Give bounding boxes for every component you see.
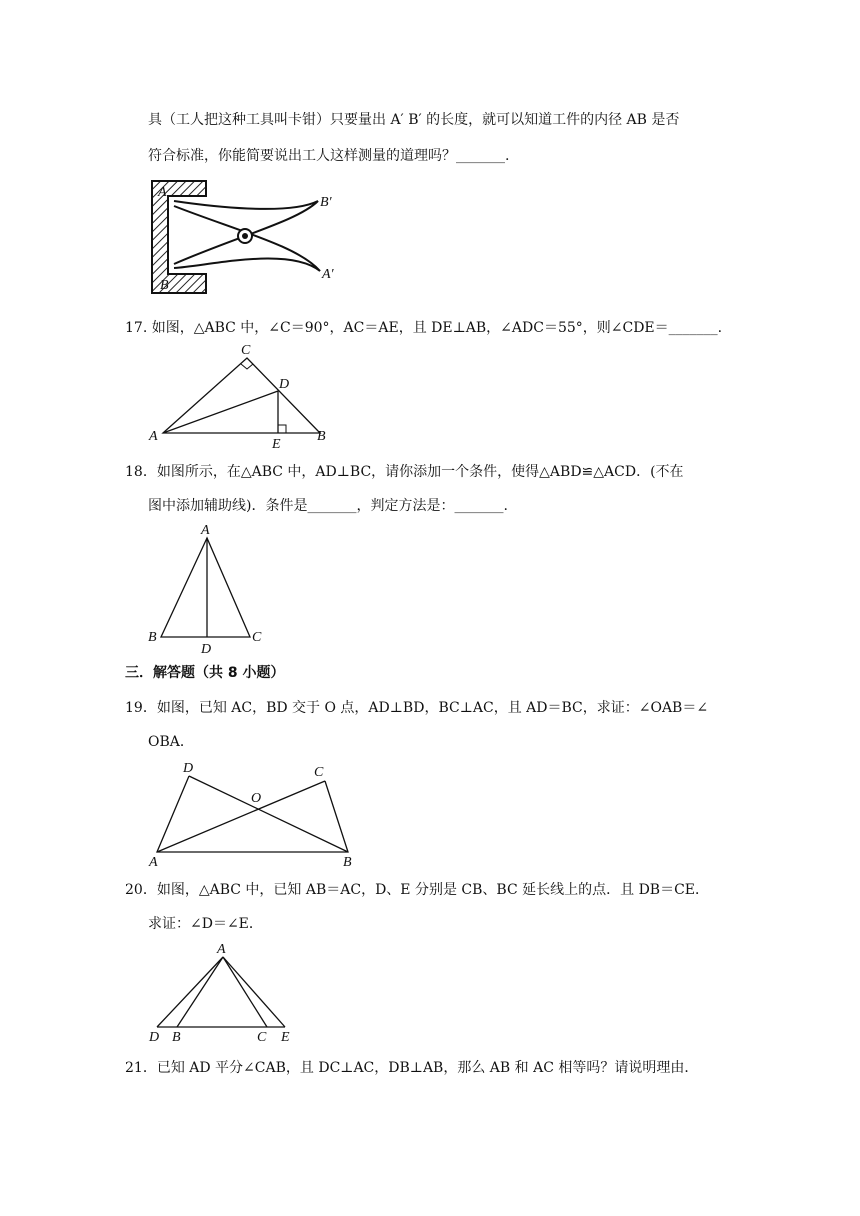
label-B: B — [317, 429, 326, 444]
label-D: D — [201, 642, 212, 657]
q16-text-line2: 符合标准，你能简要说出工人这样测量的道理吗？_______. — [148, 148, 510, 164]
label-B-prime: B′ — [320, 195, 332, 210]
q19-text-line2: OBA． — [148, 734, 194, 750]
label-B: B — [172, 1030, 181, 1045]
q17-text: 17. 如图，△ABC 中，∠C＝90°，AC＝AE，且 DE⊥AB，∠ADC＝55°，则∠CDE＝_______. — [125, 320, 723, 336]
q19-text-line1: 19．如图，已知 AC，BD 交于 O 点，AD⊥BD，BC⊥AC，且 AD＝BC，求证：∠OAB＝∠ — [125, 700, 709, 716]
section-3-heading: 三．解答题（共 8 小题） — [125, 665, 285, 681]
label-D: D — [183, 761, 194, 776]
label-B: B — [160, 278, 169, 293]
label-O: O — [251, 791, 262, 806]
label-D: D — [149, 1030, 160, 1045]
q20-text-line1: 20．如图，△ABC 中，已知 AB＝AC，D、E 分别是 CB、BC 延长线上的点．且 DB＝CE． — [125, 882, 710, 898]
label-A: A — [217, 942, 226, 957]
label-A: A — [201, 523, 210, 538]
label-B: B — [148, 630, 157, 645]
label-D: D — [279, 377, 290, 392]
q16-caliper-figure — [148, 176, 358, 300]
label-A: A — [149, 429, 158, 444]
label-C: C — [257, 1030, 267, 1045]
label-A: A — [149, 855, 158, 870]
q21-text: 21．已知 AD 平分∠CAB，且 DC⊥AC，DB⊥AB，那么 AB 和 AC 相等吗？请说明理由． — [125, 1060, 699, 1076]
label-E: E — [281, 1030, 290, 1045]
q17-triangle-figure — [145, 340, 340, 452]
label-C: C — [241, 343, 251, 358]
label-C: C — [252, 630, 262, 645]
q18-text-line1: 18．如图所示，在△ABC 中，AD⊥BC，请你添加一个条件，使得△ABD≌△ACD．(不在 — [125, 464, 684, 480]
label-E: E — [272, 437, 281, 452]
q18-text-line2: 图中添加辅助线)．条件是_______，判定方法是：_______. — [148, 498, 508, 514]
q18-triangle-figure — [145, 520, 270, 657]
q20-text-line2: 求证：∠D＝∠E． — [148, 916, 263, 932]
q20-figure — [145, 940, 300, 1045]
label-C: C — [314, 765, 324, 780]
q16-text-line1: 具（工人把这种工具叫卡钳）只要量出 A′ B′ 的长度，就可以知道工件的内径 AB 是否 — [148, 112, 680, 128]
label-A-prime: A′ — [322, 267, 334, 282]
pivot-inner — [242, 233, 248, 239]
label-B: B — [343, 855, 352, 870]
label-A: A — [158, 185, 167, 200]
q19-figure — [145, 756, 360, 868]
